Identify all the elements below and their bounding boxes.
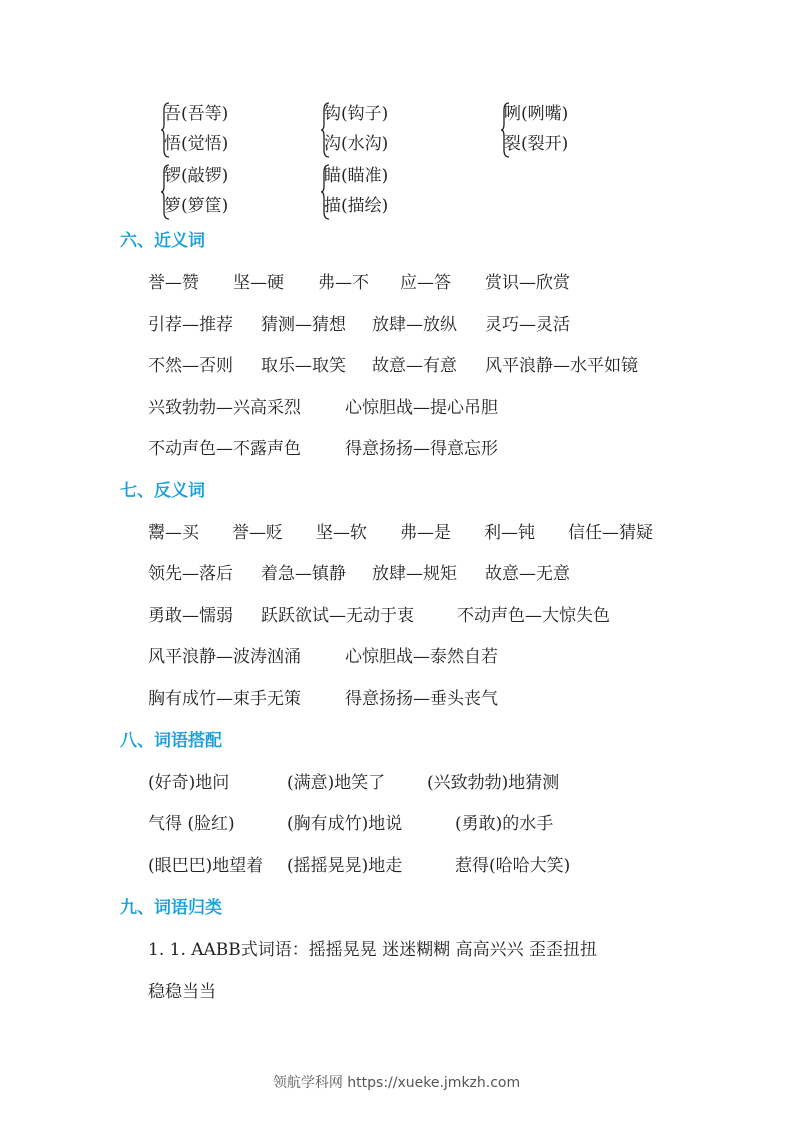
bracket-word: 钩(钩子) — [324, 104, 389, 124]
word-pair: 得意扬扬—垂头丧气 — [345, 689, 498, 709]
bracket-group — [320, 100, 490, 162]
collocation: (胸有成竹)地说 — [287, 814, 403, 834]
bracket-word: 咧(咧嘴) — [504, 104, 569, 124]
word-pair: 着急—镇静 — [261, 564, 346, 584]
word-pair: 信任—猜疑 — [568, 523, 653, 543]
bracket-word: 瞄(瞄准) — [324, 166, 389, 186]
collocation: (兴致勃勃)地猜测 — [427, 773, 560, 793]
word-pair: 取乐—取笑 — [261, 356, 346, 376]
word-pair: 心惊胆战—泰然自若 — [345, 647, 498, 667]
collocation: (好奇)地问 — [148, 773, 230, 793]
bracket-group — [160, 162, 330, 224]
collocation: (满意)地笑了 — [287, 773, 386, 793]
classification-line: 1. 1. AABB式词语：摇摇晃晃 迷迷糊糊 高高兴兴 歪歪扭扭 — [148, 940, 597, 960]
bracket-word: 裂(裂开) — [504, 134, 569, 154]
word-pair: 故意—无意 — [485, 564, 570, 584]
word-pair: 风平浪静—水平如镜 — [485, 356, 638, 376]
word-pair: 坚—硬 — [233, 273, 284, 293]
word-pair: 风平浪静—波涛汹涌 — [148, 647, 301, 667]
word-pair: 灵巧—灵活 — [485, 315, 570, 335]
word-pair: 勇敢—懦弱 — [148, 606, 233, 626]
bracket-group — [500, 100, 670, 162]
section-heading-classification: 九、词语归类 — [120, 898, 222, 918]
word-pair: 胸有成竹—束手无策 — [148, 689, 301, 709]
word-pair: 猜测—猜想 — [261, 315, 346, 335]
collocation: (眼巴巴)地望着 — [148, 856, 264, 876]
word-pair: 心惊胆战—提心吊胆 — [345, 398, 498, 418]
word-pair: 誉—贬 — [232, 523, 283, 543]
collocation: 惹得(哈哈大笑) — [455, 856, 571, 876]
word-pair: 弗—不 — [318, 273, 369, 293]
bracket-group — [320, 162, 490, 224]
bracket-word: 箩(箩筐) — [164, 196, 229, 216]
word-pair: 领先—落后 — [148, 564, 233, 584]
collocation: (摇摇晃晃)地走 — [287, 856, 403, 876]
word-pair: 不动声色—不露声色 — [148, 439, 301, 459]
footer-watermark: 领航学科网 https://xueke.jmkzh.com — [272, 1075, 521, 1091]
word-pair: 得意扬扬—得意忘形 — [345, 439, 498, 459]
word-pair: 坚—软 — [316, 523, 367, 543]
word-pair: 赏识—欣赏 — [485, 273, 570, 293]
bracket-word: 锣(敲锣) — [164, 166, 229, 186]
bracket-group — [160, 100, 330, 162]
word-pair: 不然—否则 — [148, 356, 233, 376]
word-pair: 故意—有意 — [372, 356, 457, 376]
collocation: 气得 (脸红) — [148, 814, 235, 834]
word-pair: 应—答 — [400, 273, 451, 293]
word-pair: 放肆—规矩 — [372, 564, 457, 584]
word-pair: 利—钝 — [484, 523, 535, 543]
bracket-word: 悟(觉悟) — [164, 134, 229, 154]
section-heading-collocations: 八、词语搭配 — [120, 731, 222, 751]
word-pair: 兴致勃勃—兴高采烈 — [148, 398, 301, 418]
bracket-word: 吾(吾等) — [164, 104, 229, 124]
section-heading-antonyms: 七、反义词 — [120, 481, 205, 501]
collocation: (勇敢)的水手 — [455, 814, 554, 834]
word-pair: 引荐—推荐 — [148, 315, 233, 335]
word-pair: 弗—是 — [400, 523, 451, 543]
word-pair: 鬻—买 — [148, 523, 199, 543]
bracket-word: 描(描绘) — [324, 196, 389, 216]
word-pair: 不动声色—大惊失色 — [457, 606, 610, 626]
word-pair: 跃跃欲试—无动于衷 — [261, 606, 414, 626]
word-pair: 放肆—放纵 — [372, 315, 457, 335]
section-heading-synonyms: 六、近义词 — [120, 231, 205, 251]
bracket-word: 沟(水沟) — [324, 134, 389, 154]
classification-line: 稳稳当当 — [148, 982, 216, 1002]
word-pair: 誉—赞 — [148, 273, 199, 293]
